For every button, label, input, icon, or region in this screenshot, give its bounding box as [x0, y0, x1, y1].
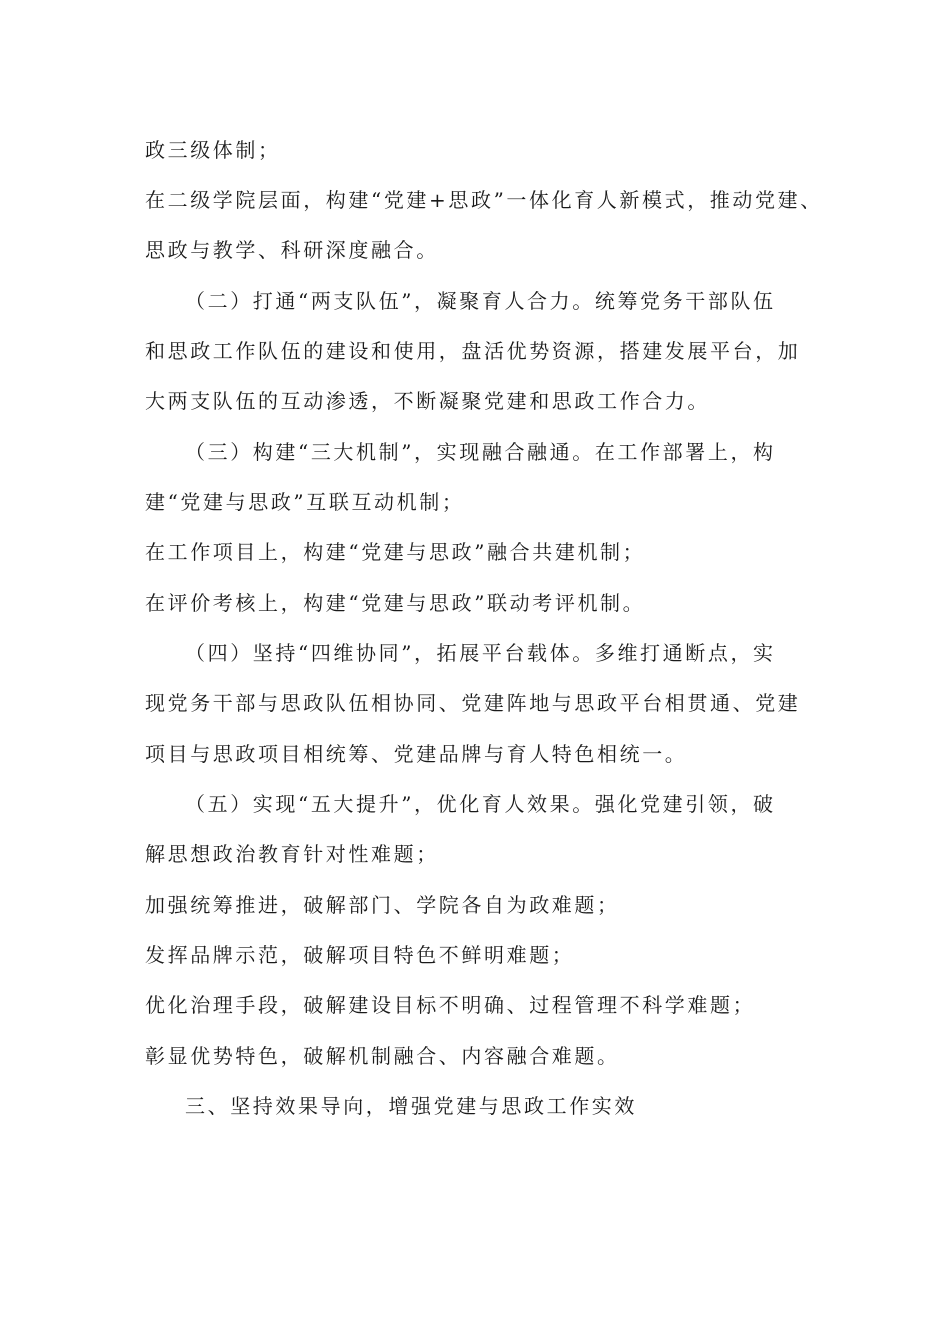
- paragraph-heading-4: （四）坚持“四维协同”，拓展平台载体。多维打通断点，实: [185, 641, 776, 665]
- text-line: 在工作项目上，构建“党建与思政”融合共建机制；: [145, 540, 646, 564]
- text-line: 建“党建与思政”互联互动机制；: [145, 490, 465, 514]
- text-line: 发挥品牌示范，破解项目特色不鲜明难题；: [145, 943, 575, 967]
- text-line: 大两支队伍的互动渗透，不断凝聚党建和思政工作合力。: [145, 389, 710, 413]
- paragraph-heading-5: （五）实现“五大提升”，优化育人效果。强化党建引领，破: [185, 792, 776, 816]
- text-line: 在评价考核上，构建“党建与思政”联动考评机制。: [145, 591, 646, 615]
- text-line: 彰显优势特色，破解机制融合、内容融合难题。: [145, 1044, 620, 1068]
- paragraph-heading-2: （二）打通“两支队伍”，凝聚育人合力。统筹党务干部队伍: [185, 289, 776, 313]
- text-line: 思政与教学、科研深度融合。: [145, 238, 439, 262]
- text-line: 优化治理手段，破解建设目标不明确、过程管理不科学难题；: [145, 993, 756, 1017]
- text-line: 和思政工作队伍的建设和使用，盘活优势资源，搭建发展平台，加: [145, 339, 801, 363]
- text-line: 加强统筹推进，破解部门、学院各自为政难题；: [145, 893, 620, 917]
- section-heading-3: 三、坚持效果导向，增强党建与思政工作实效: [185, 1094, 637, 1118]
- text-line: 解思想政治教育针对性难题；: [145, 842, 439, 866]
- text-line: 现党务干部与思政队伍相协同、党建阵地与思政平台相贯通、党建: [145, 691, 801, 715]
- text-line: 政三级体制；: [145, 138, 281, 162]
- text-line: 在二级学院层面，构建“党建+思政”一体化育人新模式，推动党建、: [145, 188, 823, 212]
- text-line: 项目与思政项目相统筹、党建品牌与育人特色相统一。: [145, 742, 688, 766]
- paragraph-heading-3: （三）构建“三大机制”，实现融合融通。在工作部署上，构: [185, 440, 776, 464]
